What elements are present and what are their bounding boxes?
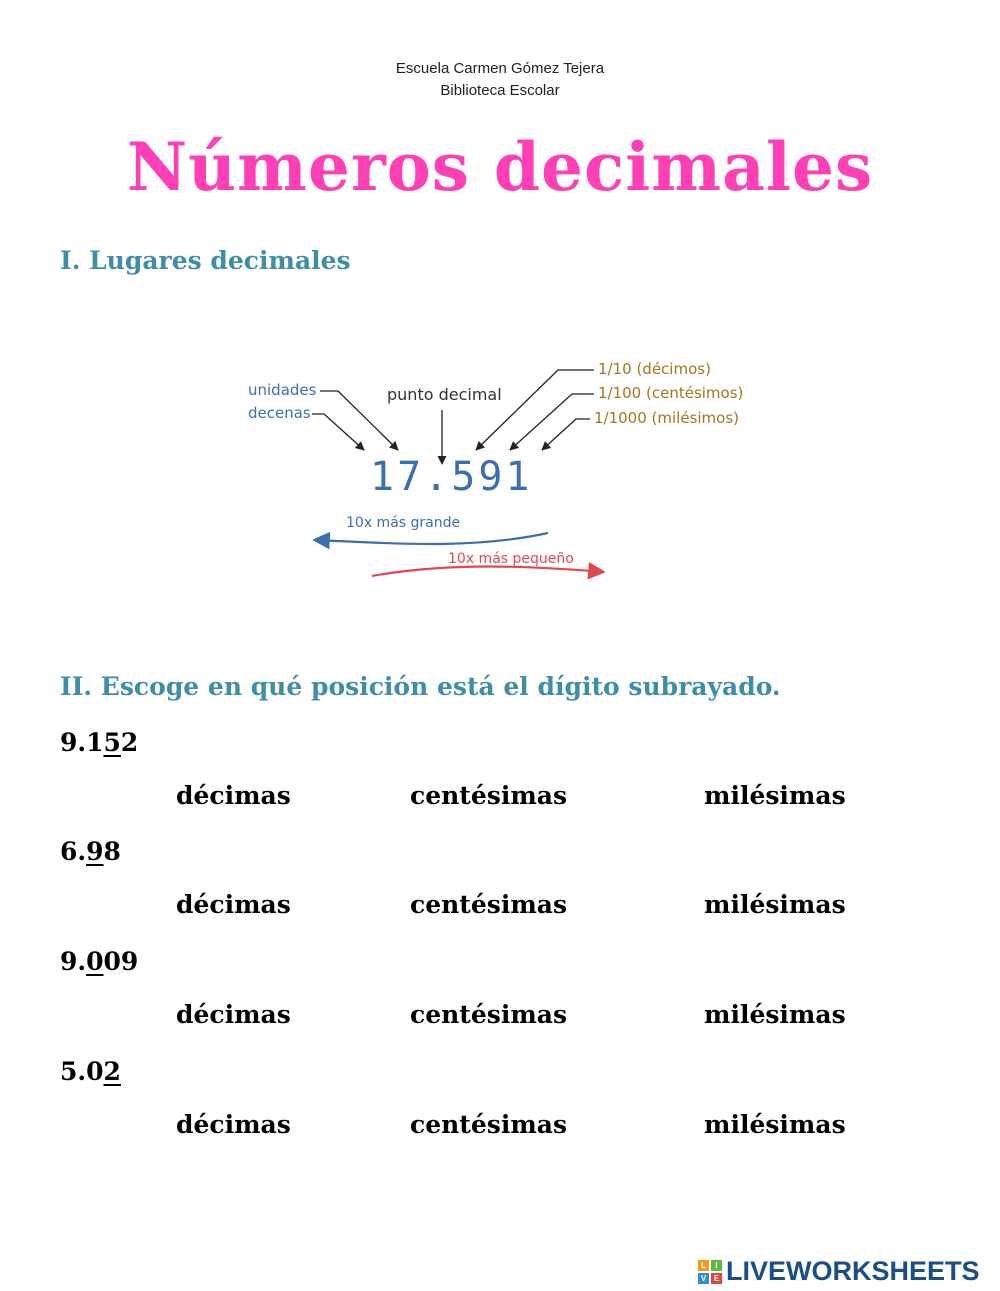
- q1-after: 2: [120, 728, 139, 757]
- question-1-number: [60, 728, 138, 757]
- q2-after: 8: [103, 837, 121, 866]
- q4-option-centesimas[interactable]: centésimas: [410, 1110, 568, 1139]
- page-title: Números decimales: [126, 128, 874, 206]
- arrow-decenas: [312, 414, 364, 450]
- section-1-heading: I. Lugares decimales: [60, 246, 351, 275]
- q2-before: 6.: [60, 837, 87, 866]
- q2-option-milesimas[interactable]: milésimas: [704, 890, 846, 919]
- example-number: 17.591: [370, 454, 533, 500]
- label-mas-grande: 10x más grande: [346, 515, 461, 531]
- q1-option-milesimas[interactable]: milésimas: [704, 781, 846, 810]
- label-centesimos: 1/100 (centésimos): [598, 384, 744, 402]
- arrow-milesimos: [542, 419, 590, 450]
- q2-underlined-digit: 9: [86, 837, 104, 866]
- q3-before: 9.: [60, 947, 87, 976]
- q3-option-milesimas[interactable]: milésimas: [704, 1000, 846, 1029]
- label-milesimos: 1/1000 (milésimos): [594, 409, 740, 427]
- question-3-number: [60, 947, 138, 976]
- arrow-mas-grande: [314, 533, 548, 544]
- label-decenas: decenas: [248, 404, 311, 422]
- liveworksheets-logo-icon: [698, 1260, 722, 1284]
- q4-before: 5.0: [60, 1057, 104, 1086]
- q1-before: 9.1: [60, 728, 104, 757]
- question-4-number: [60, 1057, 121, 1086]
- logo-letter-e: E: [711, 1273, 722, 1284]
- label-decimos: 1/10 (décimos): [598, 360, 711, 378]
- q1-option-centesimas[interactable]: centésimas: [410, 781, 568, 810]
- label-mas-pequeno: 10x más pequeño: [448, 551, 574, 567]
- question-2-number: [60, 837, 121, 866]
- liveworksheets-brand: LIVEWORKSHEETS: [726, 1256, 980, 1286]
- school-name: Escuela Carmen Gómez Tejera: [395, 60, 605, 77]
- label-unidades: unidades: [248, 381, 317, 399]
- q3-option-centesimas[interactable]: centésimas: [410, 1000, 568, 1029]
- q2-option-decimas[interactable]: décimas: [176, 890, 291, 919]
- q3-option-decimas[interactable]: décimas: [176, 1000, 291, 1029]
- q4-option-milesimas[interactable]: milésimas: [704, 1110, 846, 1139]
- q1-option-decimas[interactable]: décimas: [176, 781, 291, 810]
- logo-letter-v: V: [698, 1273, 709, 1284]
- logo-letter-l: L: [698, 1260, 709, 1271]
- header: [0, 58, 1000, 102]
- q4-option-decimas[interactable]: décimas: [176, 1110, 291, 1139]
- q2-option-centesimas[interactable]: centésimas: [410, 890, 568, 919]
- decimal-places-diagram: [240, 350, 760, 590]
- logo-letter-i: I: [711, 1260, 722, 1271]
- library-name: Biblioteca Escolar: [440, 82, 560, 99]
- arrow-decimos: [476, 370, 594, 450]
- q4-underlined-digit: 2: [103, 1057, 121, 1086]
- q3-after: 09: [103, 947, 139, 976]
- q1-underlined-digit: 5: [103, 728, 121, 757]
- q3-underlined-digit: 0: [86, 947, 104, 976]
- label-punto-decimal: punto decimal: [387, 385, 502, 404]
- section-2-heading: II. Escoge en qué posición está el dígito subrayado.: [60, 672, 781, 701]
- arrow-mas-pequeno: [372, 567, 604, 577]
- liveworksheets-logo[interactable]: [698, 1256, 980, 1287]
